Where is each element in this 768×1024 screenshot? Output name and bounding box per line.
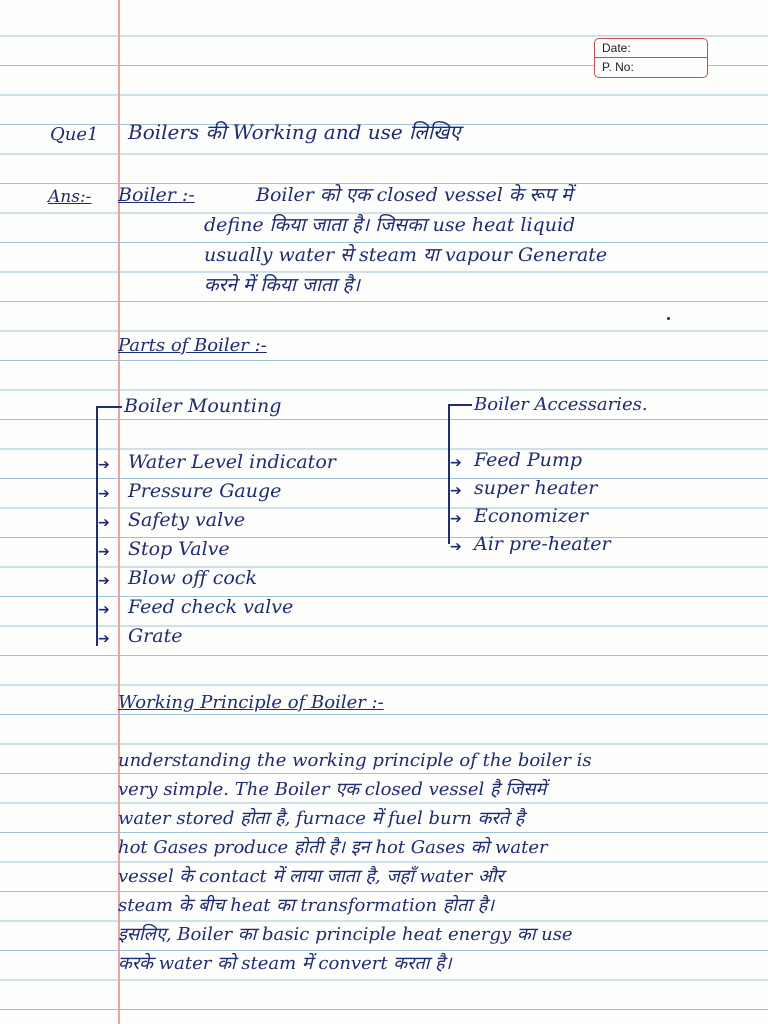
mounting-item: Blow off cock — [128, 567, 257, 589]
arrow-icon: ➔ — [450, 511, 462, 527]
mounting-title: Boiler Mounting — [124, 395, 282, 417]
date-label: Date: — [595, 39, 707, 58]
arrow-icon: ➔ — [98, 457, 110, 473]
accessories-item: Air pre-heater — [474, 533, 611, 555]
arrow-icon: ➔ — [450, 455, 462, 471]
working-line: इसलिए, Boiler का basic principle heat energy का use — [118, 924, 573, 945]
working-heading: Working Principle of Boiler :- — [118, 692, 384, 713]
arrow-icon: ➔ — [450, 483, 462, 499]
accessories-item: Economizer — [474, 505, 589, 527]
working-line: steam के बीच heat का transformation होता है। — [118, 895, 495, 916]
working-line: very simple. The Boiler एक closed vessel है जिसमें — [118, 779, 547, 800]
question-number: Que1 — [50, 124, 99, 145]
page-no-label: P. No: — [602, 60, 634, 74]
answer-line-2: define किया जाता है। जिसका use heat liquid — [204, 214, 576, 236]
answer-line-4: करने में किया जाता है। — [204, 274, 360, 296]
arrow-icon: ➔ — [98, 631, 110, 647]
arrow-icon: ➔ — [98, 544, 110, 560]
working-line: water stored होता है, furnace में fuel burn करते है — [118, 808, 525, 829]
mounting-item: Pressure Gauge — [128, 480, 282, 502]
mounting-item: Feed check valve — [128, 596, 294, 618]
arrow-icon: ➔ — [450, 539, 462, 555]
mounting-item: Grate — [128, 625, 183, 647]
mounting-tree-top — [96, 406, 122, 408]
working-line: understanding the working principle of the boiler is — [118, 750, 592, 771]
working-line: hot Gases produce होती है। इन hot Gases को water — [118, 837, 548, 858]
parts-heading: Parts of Boiler :- — [118, 335, 267, 356]
arrow-icon: ➔ — [98, 573, 110, 589]
mounting-item: Stop Valve — [128, 538, 230, 560]
arrow-icon: ➔ — [98, 486, 110, 502]
accessories-item: super heater — [474, 477, 598, 499]
answer-label: Ans:- — [48, 187, 92, 207]
arrow-icon: ➔ — [98, 515, 110, 531]
mounting-item: Safety valve — [128, 509, 246, 531]
working-line: करके water को steam में convert करता है। — [118, 953, 452, 974]
question-text: Boilers की Working and use लिखिए — [128, 120, 461, 144]
accessories-item: Feed Pump — [474, 449, 583, 471]
accessories-title: Boiler Accessaries. — [474, 394, 648, 415]
answer-line-3: usually water से steam या vapour Generate — [204, 244, 608, 266]
ink-dot — [667, 317, 670, 320]
accessories-tree-top — [448, 404, 472, 406]
working-line: vessel के contact में लाया जाता है, जहाँ water और — [118, 866, 504, 887]
date-box — [594, 38, 708, 78]
arrow-icon: ➔ — [98, 602, 110, 618]
answer-line-1: Boiler को एक closed vessel के रूप में — [256, 184, 573, 206]
answer-heading: Boiler :- — [118, 184, 195, 206]
mounting-item: Water Level indicator — [128, 451, 336, 473]
